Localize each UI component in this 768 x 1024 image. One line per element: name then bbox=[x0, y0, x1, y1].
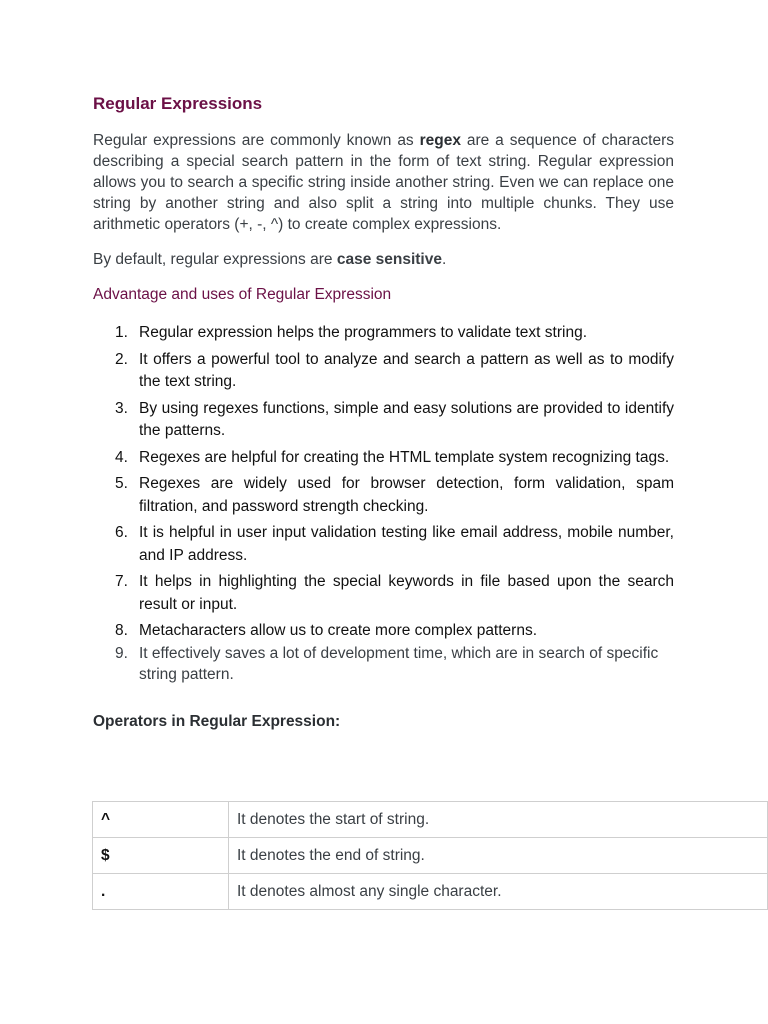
operators-table bbox=[92, 801, 768, 910]
list-item-text: It helps in highlighting the special keywords in file based upon the search result or input. bbox=[139, 573, 674, 613]
list-item-text: It is helpful in user input validation testing like email address, mobile number, and IP address. bbox=[139, 524, 674, 564]
advantages-heading: Advantage and uses of Regular Expression bbox=[93, 286, 392, 303]
list-item-number: 6. bbox=[115, 524, 128, 541]
intro-bold-term: regex bbox=[419, 132, 461, 149]
list-item-text: It effectively saves a lot of development time, which are in search of specific string pattern. bbox=[139, 644, 659, 683]
default-note-bold: case sensitive bbox=[336, 251, 442, 268]
list-item bbox=[115, 398, 674, 443]
operator-symbol: . bbox=[93, 874, 229, 910]
list-item bbox=[115, 447, 674, 470]
list-item-text: Regular expression helps the programmers to validate text string. bbox=[139, 324, 587, 341]
list-item bbox=[115, 620, 674, 643]
list-item-number: 3. bbox=[115, 399, 128, 417]
list-item bbox=[115, 571, 674, 616]
list-item-number: 4. bbox=[115, 448, 128, 466]
list-item bbox=[115, 643, 674, 685]
table-row bbox=[93, 874, 768, 910]
list-item-text: Metacharacters allow us to create more complex patterns. bbox=[139, 622, 538, 639]
list-item-number: 9. bbox=[115, 644, 128, 662]
document-body bbox=[93, 92, 674, 732]
operator-symbol: ^ bbox=[93, 802, 229, 838]
intro-text-before: Regular expressions are commonly known as bbox=[93, 132, 420, 149]
list-item-text: It offers a powerful tool to analyze and search a pattern as well as to modify the text string. bbox=[139, 350, 674, 390]
operator-symbol: $ bbox=[93, 838, 229, 874]
list-item-number: 2. bbox=[115, 350, 128, 368]
default-note-after: . bbox=[441, 251, 447, 268]
list-item-number: 8. bbox=[115, 622, 128, 639]
list-item-number: 7. bbox=[115, 573, 128, 590]
page-title: Regular Expressions bbox=[93, 94, 263, 113]
default-note-paragraph bbox=[93, 249, 674, 270]
list-item-text: By using regexes functions, simple and easy solutions are provided to identify the patterns. bbox=[139, 399, 674, 439]
list-item bbox=[115, 349, 674, 394]
list-item-text: Regexes are widely used for browser detection, form validation, spam filtration, and password strength checking. bbox=[139, 475, 674, 515]
list-item-text: Regexes are helpful for creating the HTML template system recognizing tags. bbox=[139, 448, 670, 466]
operator-description: It denotes the end of string. bbox=[229, 838, 768, 874]
list-item-number: 1. bbox=[115, 324, 128, 341]
list-item bbox=[115, 522, 674, 567]
operator-description: It denotes almost any single character. bbox=[229, 874, 768, 910]
operators-heading: Operators in Regular Expression: bbox=[93, 712, 341, 730]
intro-paragraph bbox=[93, 130, 674, 235]
intro-text-after: are a sequence of characters describing a special search pattern in the form of text string. Regular expression allows you to search a specific string inside another string. Even we can replace one string by another string and also split a string into multiple chunks. They use arithmetic operators (+, -, ^) to create complex expressions. bbox=[93, 132, 674, 233]
advantages-list bbox=[93, 322, 674, 685]
default-note-before: By default, regular expressions are bbox=[93, 251, 337, 268]
list-item-number: 5. bbox=[115, 475, 128, 492]
table-row bbox=[93, 838, 768, 874]
list-item bbox=[115, 473, 674, 518]
table-row bbox=[93, 802, 768, 838]
operator-description: It denotes the start of string. bbox=[229, 802, 768, 838]
list-item bbox=[115, 322, 674, 345]
